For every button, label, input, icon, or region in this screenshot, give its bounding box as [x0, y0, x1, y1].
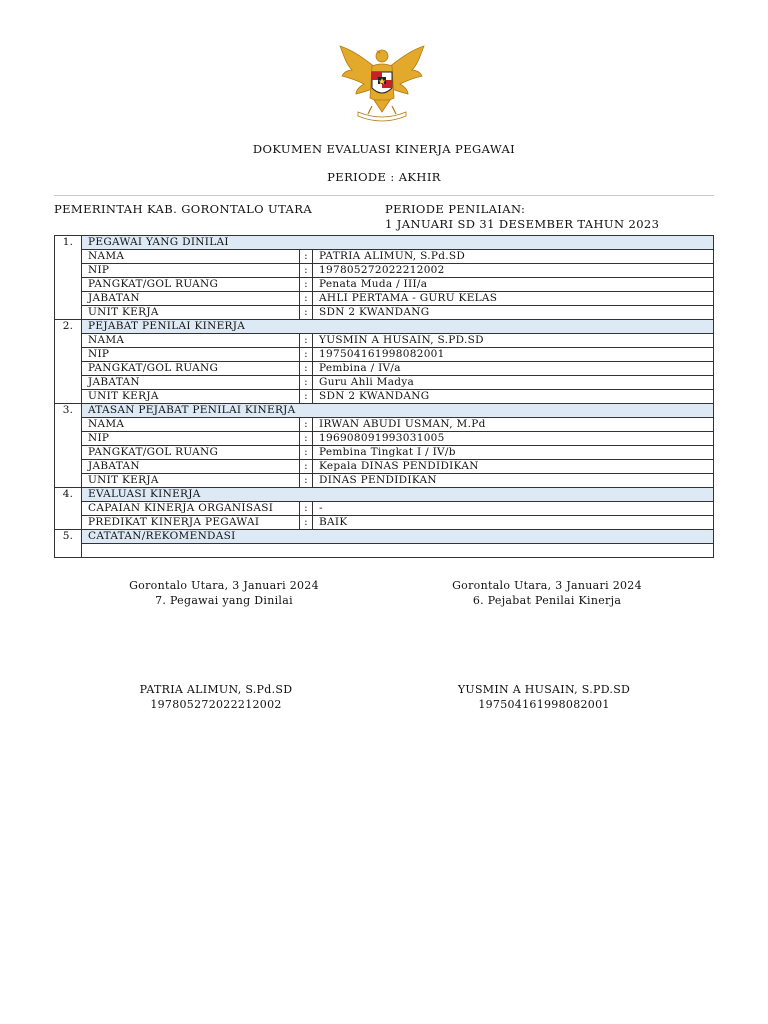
field-label: PANGKAT/GOL RUANG [82, 446, 300, 460]
signature-name: PATRIA ALIMUN, S.Pd.SD [139, 683, 293, 696]
field-colon: : [300, 474, 313, 488]
signature-name-employee [86, 682, 346, 712]
field-label: UNIT KERJA [82, 474, 300, 488]
field-colon: : [300, 348, 313, 362]
field-label: JABATAN [82, 460, 300, 474]
table-row [55, 446, 714, 460]
field-colon: : [300, 278, 313, 292]
divider [54, 195, 714, 196]
field-label: JABATAN [82, 376, 300, 390]
evaluation-table [54, 235, 714, 558]
table-row [55, 264, 714, 278]
signature-place-date: Gorontalo Utara, 3 Januari 2024 [452, 579, 642, 592]
field-value: 196908091993031005 [313, 432, 714, 446]
field-value: 197504161998082001 [313, 348, 714, 362]
field-colon: : [300, 446, 313, 460]
assessment-period-label: PERIODE PENILAIAN: [385, 202, 526, 216]
table-row [55, 502, 714, 516]
notes-row [55, 544, 714, 558]
field-label: NAMA [82, 418, 300, 432]
field-colon: : [300, 502, 313, 516]
field-value: BAIK [313, 516, 714, 530]
table-row [55, 516, 714, 530]
field-value: SDN 2 KWANDANG [313, 390, 714, 404]
section-header-row [55, 404, 714, 418]
field-label: PREDIKAT KINERJA PEGAWAI [82, 516, 300, 530]
notes-cell [82, 544, 714, 558]
table-row [55, 418, 714, 432]
field-label: NIP [82, 348, 300, 362]
table-row [55, 460, 714, 474]
field-label: CAPAIAN KINERJA ORGANISASI [82, 502, 300, 516]
section-number: 5. [55, 530, 82, 558]
table-row [55, 250, 714, 264]
field-value: AHLI PERTAMA - GURU KELAS [313, 292, 714, 306]
field-value: Pembina / IV/a [313, 362, 714, 376]
field-label: NIP [82, 264, 300, 278]
field-value: 197805272022212002 [313, 264, 714, 278]
signature-nip: 197504161998082001 [478, 698, 610, 711]
section-title: EVALUASI KINERJA [82, 488, 714, 502]
table-row [55, 278, 714, 292]
field-value: PATRIA ALIMUN, S.Pd.SD [313, 250, 714, 264]
table-row [55, 292, 714, 306]
signature-role: 6. Pejabat Penilai Kinerja [472, 594, 622, 607]
section-number: 3. [55, 404, 82, 488]
field-colon: : [300, 390, 313, 404]
field-value: Pembina Tingkat I / IV/b [313, 446, 714, 460]
signature-role: 7. Pegawai yang Dinilai [155, 594, 293, 607]
table-row [55, 362, 714, 376]
field-value: SDN 2 KWANDANG [313, 306, 714, 320]
table-row [55, 348, 714, 362]
section-header-row [55, 320, 714, 334]
section-header-row [55, 530, 714, 544]
field-value: YUSMIN A HUSAIN, S.PD.SD [313, 334, 714, 348]
field-label: UNIT KERJA [82, 306, 300, 320]
field-colon: : [300, 516, 313, 530]
field-colon: : [300, 334, 313, 348]
section-number: 4. [55, 488, 82, 530]
field-colon: : [300, 306, 313, 320]
signature-nip: 197805272022212002 [150, 698, 282, 711]
signature-name-assessor [414, 682, 674, 712]
field-colon: : [300, 432, 313, 446]
field-value: Penata Muda / III/a [313, 278, 714, 292]
field-colon: : [300, 376, 313, 390]
table-row [55, 390, 714, 404]
field-label: UNIT KERJA [82, 390, 300, 404]
signature-block-assessor [417, 578, 677, 608]
field-value: Kepala DINAS PENDIDIKAN [313, 460, 714, 474]
signature-block-employee [94, 578, 354, 608]
table-row [55, 306, 714, 320]
table-row [55, 334, 714, 348]
field-label: PANGKAT/GOL RUANG [82, 278, 300, 292]
section-title: CATATAN/REKOMENDASI [82, 530, 714, 544]
field-label: JABATAN [82, 292, 300, 306]
garuda-pancasila-icon [334, 42, 430, 124]
organization-name: PEMERINTAH KAB. GORONTALO UTARA [54, 202, 313, 216]
field-colon: : [300, 418, 313, 432]
table-row [55, 432, 714, 446]
document-period: PERIODE : AKHIR [327, 170, 441, 184]
field-label: NAMA [82, 250, 300, 264]
signature-place-date: Gorontalo Utara, 3 Januari 2024 [129, 579, 319, 592]
section-header-row [55, 488, 714, 502]
field-label: NAMA [82, 334, 300, 348]
field-value: Guru Ahli Madya [313, 376, 714, 390]
field-value: IRWAN ABUDI USMAN, M.Pd [313, 418, 714, 432]
field-value: DINAS PENDIDIKAN [313, 474, 714, 488]
section-title: ATASAN PEJABAT PENILAI KINERJA [82, 404, 714, 418]
table-row [55, 474, 714, 488]
field-value: - [313, 502, 714, 516]
table-row [55, 376, 714, 390]
field-colon: : [300, 250, 313, 264]
field-colon: : [300, 362, 313, 376]
section-title: PEJABAT PENILAI KINERJA [82, 320, 714, 334]
field-label: NIP [82, 432, 300, 446]
signature-name: YUSMIN A HUSAIN, S.PD.SD [457, 683, 631, 696]
assessment-period [385, 202, 659, 232]
field-colon: : [300, 460, 313, 474]
field-label: PANGKAT/GOL RUANG [82, 362, 300, 376]
document-title: DOKUMEN EVALUASI KINERJA PEGAWAI [252, 142, 516, 156]
section-number: 2. [55, 320, 82, 404]
field-colon: : [300, 264, 313, 278]
field-colon: : [300, 292, 313, 306]
section-header-row [55, 236, 714, 250]
assessment-period-value: 1 JANUARI SD 31 DESEMBER TAHUN 2023 [385, 217, 660, 231]
section-title: PEGAWAI YANG DINILAI [82, 236, 714, 250]
section-number: 1. [55, 236, 82, 320]
